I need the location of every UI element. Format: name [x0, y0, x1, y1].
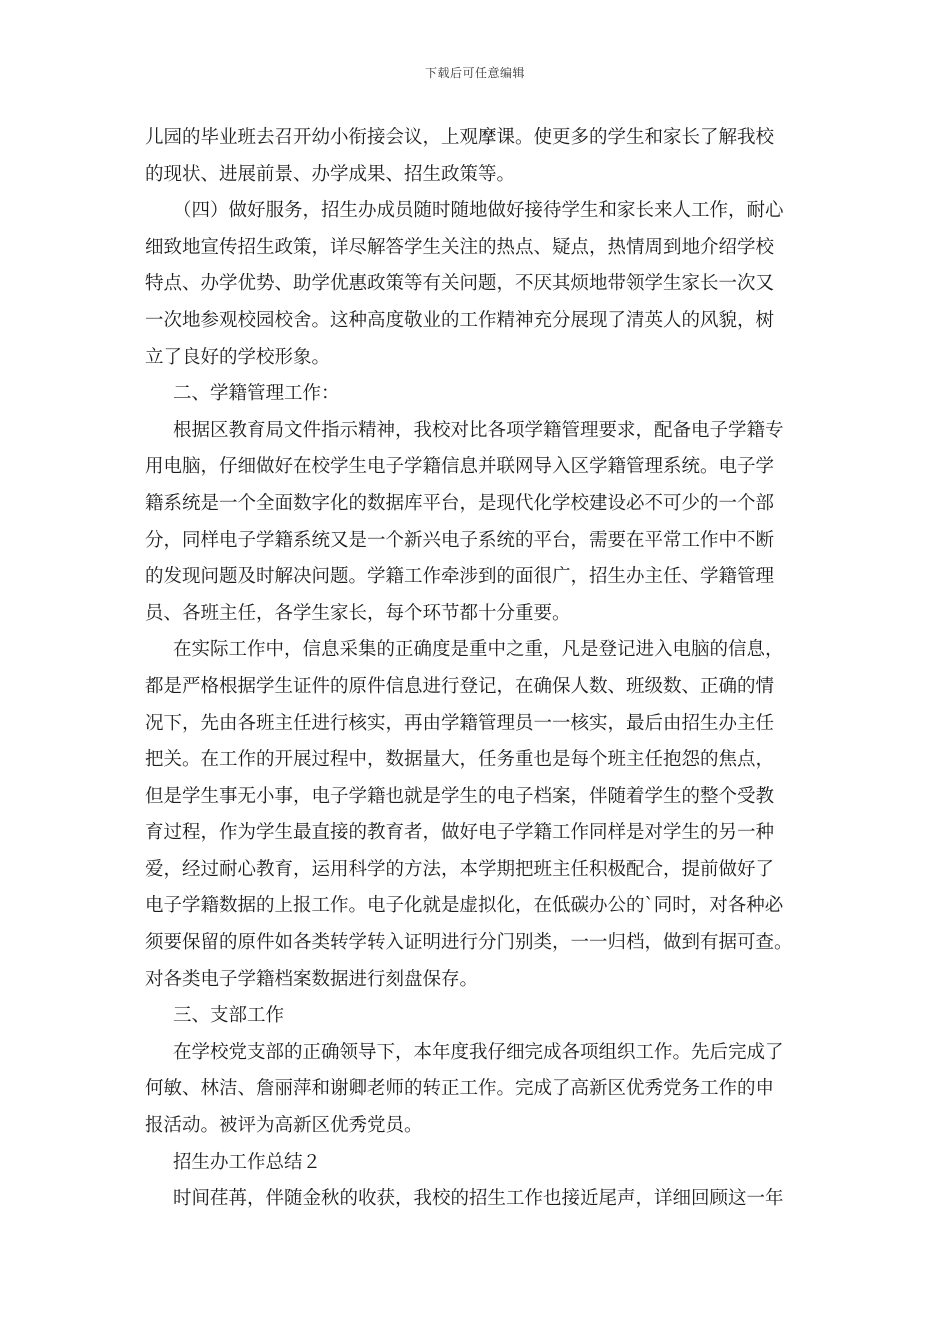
text-line: 立了良好的学校形象。	[145, 346, 331, 368]
text-line: 分，同样电子学籍系统又是一个新兴电子系统的平台，需要在平常工作中不断	[145, 529, 775, 551]
text-line: 爱，经过耐心教育，运用科学的方法，本学期把班主任积极配合，提前做好了	[145, 858, 775, 880]
text-line: 籍系统是一个全面数字化的数据库平台，是现代化学校建设必不可少的一个部	[145, 492, 775, 514]
text-line: 根据区教育局文件指示精神，我校对比各项学籍管理要求，配备电子学籍专	[173, 419, 784, 441]
text-line: 但是学生事无小事，电子学籍也就是学生的电子档案，伴随着学生的整个受教	[145, 785, 775, 807]
text-line: 须要保留的原件如各类转学转入证明进行分门别类，一一归档，做到有据可查。	[145, 932, 793, 954]
text-line: 员、各班主任，各学生家长，每个环节都十分重要。	[145, 602, 571, 624]
text-line: 的发现问题及时解决问题。学籍工作牵涉到的面很广，招生办主任、学籍管理	[145, 566, 775, 588]
text-line: 对各类电子学籍档案数据进行刻盘保存。	[145, 968, 479, 990]
text-line: 招生办工作总结２	[173, 1151, 322, 1173]
page-header: 下载后可任意编辑	[424, 66, 525, 80]
text-line: 报活动。被评为高新区优秀党员。	[145, 1115, 423, 1137]
text-line: 特点、办学优势、助学优惠政策等有关问题，不厌其烦地带领学生家长一次又	[145, 273, 775, 295]
text-line: 时间荏苒，伴随金秋的收获，我校的招生工作也接近尾声，详细回顾这一年	[173, 1188, 784, 1210]
text-line: 把关。在工作的开展过程中，数据量大，任务重也是每个班主任抱怨的焦点，	[145, 749, 775, 771]
text-line: 二、学籍管理工作：	[173, 383, 340, 405]
text-line: 在实际工作中，信息采集的正确度是重中之重，凡是登记进入电脑的信息，	[173, 639, 784, 661]
text-line: 都是严格根据学生证件的原件信息进行登记，在确保人数、班级数、正确的情	[145, 675, 775, 697]
text-line: 况下，先由各班主任进行核实，再由学籍管理员一一核实，最后由招生办主任	[145, 712, 775, 734]
text-line: 在学校党支部的正确领导下，本年度我仔细完成各项组织工作。先后完成了	[173, 1041, 784, 1063]
text-line: 的现状、进展前景、办学成果、招生政策等。	[145, 163, 516, 185]
text-line: （四）做好服务，招生办成员随时随地做好接待学生和家长来人工作，耐心	[173, 200, 784, 222]
text-line: 电子学籍数据的上报工作。电子化就是虚拟化，在低碳办公的`同时，对各种必	[145, 895, 784, 917]
text-line: 何敏、林洁、詹丽萍和谢卿老师的转正工作。完成了高新区优秀党务工作的申	[145, 1078, 775, 1100]
text-line: 细致地宣传招生政策，详尽解答学生关注的热点、疑点，热情周到地介绍学校	[145, 236, 775, 258]
text-line: 育过程，作为学生最直接的教育者，做好电子学籍工作同样是对学生的另一种	[145, 822, 775, 844]
text-line: 三、支部工作	[173, 1005, 285, 1027]
text-line: 一次地参观校园校舍。这种高度敬业的工作精神充分展现了清英人的风貌，树	[145, 309, 775, 331]
text-line: 儿园的毕业班去召开幼小衔接会议，上观摩课。使更多的学生和家长了解我校	[145, 127, 775, 148]
document-body	[145, 120, 817, 1218]
text-line: 用电脑，仔细做好在校学生电子学籍信息并联网导入区学籍管理系统。电子学	[145, 456, 775, 478]
